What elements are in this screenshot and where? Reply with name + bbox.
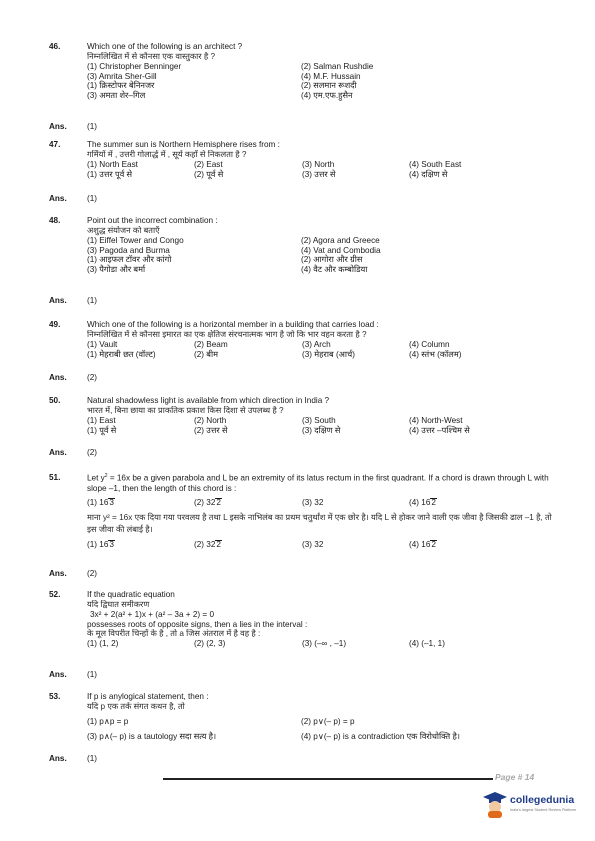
option-2-en: (2) North (194, 415, 227, 425)
option-1: (1) p∧p = p (87, 716, 129, 726)
option-4-hi: (4) स्तंभ (कॉलम) (409, 349, 462, 359)
question-number: 48. (49, 216, 61, 225)
sqrt-symbol: 2 (216, 498, 221, 508)
option-3: (3) 32 (302, 498, 324, 508)
option-1: (1) (1, 2) (87, 639, 119, 649)
question-49 (49, 320, 554, 382)
option-3-hi: (3) पैगोडा और बर्मा (87, 265, 146, 275)
question-text-hi-1: यदि द्विघात समीकरण (87, 599, 150, 609)
option-1: (1) 163 (87, 498, 114, 508)
answer-value: (2) (87, 569, 98, 578)
option-3-repeat: (3) 32 (302, 540, 324, 550)
question-text-hi-2: के मूल विपरीत चिन्हों के है , तो a जिस अंतराल में है वह है : (87, 629, 261, 639)
option-4-en: (4) Column (409, 339, 450, 349)
option-2-hi: (2) आगोरा और ग्रीस (301, 255, 363, 265)
option-2-hi: (2) बीम (194, 349, 218, 359)
answer-label: Ans. (49, 754, 67, 763)
option-2-en: (2) Salman Rushdie (301, 61, 374, 71)
brand-logo (480, 790, 577, 822)
question-number: 53. (49, 692, 61, 701)
equation: 3x² + 2(a² + 1)x + (a² – 3a + 2) = 0 (90, 609, 215, 619)
option-4-hi: (4) दक्षिण से (409, 169, 448, 179)
question-text-hi: माना y² = 16x एक दिया गया परवलय है तथा L इसके नाभिलंब का प्रथम चतुर्थांश में एक छोर है। यदि L से होकर जाने वाली एक जीवा है जिसकी ढाल –1 है, तो इस जीवा की लंबाई है। (87, 513, 552, 535)
question-number: 46. (49, 42, 61, 51)
option-4-hi: (4) एम.एफ.हुसैन (301, 91, 353, 101)
option-4-en: (4) North-West (409, 415, 463, 425)
option-1-repeat: (1) 163 (87, 540, 114, 550)
option-3: (3) p∧(– p) is a tautology सदा सत्य है। (87, 731, 217, 741)
question-text-en: Let $y^2 = 16x$ be a given parabola and L be an extremity of its latus rectum in the first quadrant. If a chord is drawn through L with slope –1, then the length of this chord is : (87, 473, 549, 493)
sqrt-symbol: 3 (109, 540, 114, 550)
option-4: (4) (–1, 1) (409, 639, 445, 649)
option-3-hi: (3) अमता शेर–गिल (87, 91, 146, 101)
question-text-en: Which one of the following is a horizontal member in a building that carries load : (87, 320, 379, 329)
question-text-hi: गर्मियों में , उत्तरी गोलार्द्ध में , सूर्य कहाँ से निकलता है ? (87, 149, 247, 159)
answer-value: (1) (87, 194, 98, 203)
option-2: (2) 322 (194, 498, 221, 508)
footer-divider (163, 778, 493, 780)
option-1-hi: (1) मेहराबी छत (वॉल्ट) (87, 349, 156, 359)
question-number: 52. (49, 590, 61, 599)
question-53 (49, 692, 554, 763)
option-4-en: (4) Vat and Combodia (301, 245, 381, 255)
option-4-hi: (4) वैट और कम्बोडिया (301, 265, 368, 275)
question-text-hi: निम्नलिखित में से कौनसा एक वास्तुकार है ? (87, 51, 216, 61)
option-2-en: (2) Agora and Greece (301, 235, 380, 245)
option-2: (2) p∨(– p) = p (301, 716, 355, 726)
question-number: 49. (49, 320, 61, 329)
question-text-en-2: possesses roots of opposite signs, then a lies in the interval : (87, 619, 308, 629)
option-4-hi: (4) उत्तर –पश्चिम से (409, 425, 470, 435)
question-47 (49, 140, 554, 203)
option-2-hi: (2) सलमान रूशदी (301, 81, 357, 91)
option-1-hi: (1) क्रिस्टोफर बेनिनजर (87, 81, 155, 91)
option-4: (4) 162 (409, 498, 436, 508)
question-52 (49, 590, 554, 679)
option-4-en: (4) M.F. Hussain (301, 71, 361, 81)
option-2-en: (2) East (194, 159, 223, 169)
sqrt-symbol: 2 (216, 540, 221, 550)
sqrt-symbol: 2 (431, 498, 436, 508)
answer-value: (1) (87, 670, 98, 679)
answer-label: Ans. (49, 373, 67, 382)
option-3-hi: (3) दक्षिण से (302, 425, 341, 435)
question-46 (49, 42, 554, 131)
question-50 (49, 396, 554, 457)
answer-value: (2) (87, 373, 98, 382)
answer-label: Ans. (49, 194, 67, 203)
option-2-en: (2) Beam (194, 339, 228, 349)
option-3-en: (3) South (302, 415, 336, 425)
question-text-hi: अशुद्ध संयोजन को बताएँ (87, 225, 160, 235)
question-number: 51. (49, 473, 61, 482)
option-2-hi: (2) उत्तर से (194, 425, 228, 435)
option-1-en: (1) Eiffel Tower and Congo (87, 235, 184, 245)
option-4: (4) p∨(– p) is a contradiction एक विरोधोक्ति है। (301, 731, 460, 741)
graduate-mascot-icon (482, 790, 508, 818)
answer-label: Ans. (49, 569, 67, 578)
answer-value: (1) (87, 754, 98, 763)
option-1-hi: (1) आइफल टॉवर और कांगो (87, 255, 172, 265)
question-text-hi: निम्नलिखित में से कौनसा इमारत का एक क्षेतिज संरचनात्मक भाग है जो कि भार वहन करता है ? (87, 329, 367, 339)
question-text-hi: भारत में, बिना छाया का प्राकतिक प्रकाश किस दिशा से उपलब्ध है ? (87, 405, 284, 415)
question-text-hi: यदि p एक तर्क संगत कथन है, तो (87, 701, 185, 711)
option-1-hi: (1) उत्तर पूर्व से (87, 169, 133, 179)
option-1-en: (1) North East (87, 159, 138, 169)
option-3-en: (3) North (302, 159, 335, 169)
question-text-en: If p is anylogical statement, then : (87, 692, 209, 701)
option-3: (3) (–∞ , –1) (302, 639, 347, 649)
option-2-repeat: (2) 322 (194, 540, 221, 550)
answer-label: Ans. (49, 122, 67, 131)
option-3-en: (3) Pagoda and Burma (87, 245, 170, 255)
option-3-en: (3) Arch (302, 339, 331, 349)
brand-name: collegedunia (510, 794, 575, 806)
brand-tagline: India's largest Student Review Platform (510, 808, 577, 812)
sqrt-symbol: 3 (109, 498, 114, 508)
option-4-repeat: (4) 162 (409, 540, 436, 550)
answer-value: (1) (87, 296, 98, 305)
sqrt-symbol: 2 (431, 540, 436, 550)
page-number: Page # 14 (495, 772, 535, 782)
option-1-en: (1) Christopher Benninger (87, 61, 182, 71)
question-text-en-1: If the quadratic equation (87, 590, 175, 599)
option-3-hi: (3) मेहराब (आर्च) (302, 349, 355, 359)
question-text-en: Which one of the following is an architect ? (87, 42, 243, 51)
answer-label: Ans. (49, 448, 67, 457)
answer-label: Ans. (49, 296, 67, 305)
option-4-en: (4) South East (409, 159, 462, 169)
option-3-hi: (3) उत्तर से (302, 169, 336, 179)
question-number: 50. (49, 396, 61, 405)
answer-value: (2) (87, 448, 98, 457)
option-3-en: (3) Amrita Sher-Gill (87, 71, 157, 81)
question-text-en: Natural shadowless light is available from which direction in India ? (87, 396, 330, 405)
question-text-en: The summer sun is Northern Hemisphere rises from : (87, 140, 280, 149)
question-48 (49, 216, 554, 305)
option-1-en: (1) Vault (87, 339, 118, 349)
option-2-hi: (2) पूर्व से (194, 169, 224, 179)
question-number: 47. (49, 140, 61, 149)
answer-label: Ans. (49, 670, 67, 679)
answer-value: (1) (87, 122, 98, 131)
option-2: (2) (2, 3) (194, 639, 226, 649)
question-text-en: Point out the incorrect combination : (87, 216, 218, 225)
option-1-hi: (1) पूर्व से (87, 425, 117, 435)
question-51 (49, 473, 554, 578)
option-1-en: (1) East (87, 415, 116, 425)
